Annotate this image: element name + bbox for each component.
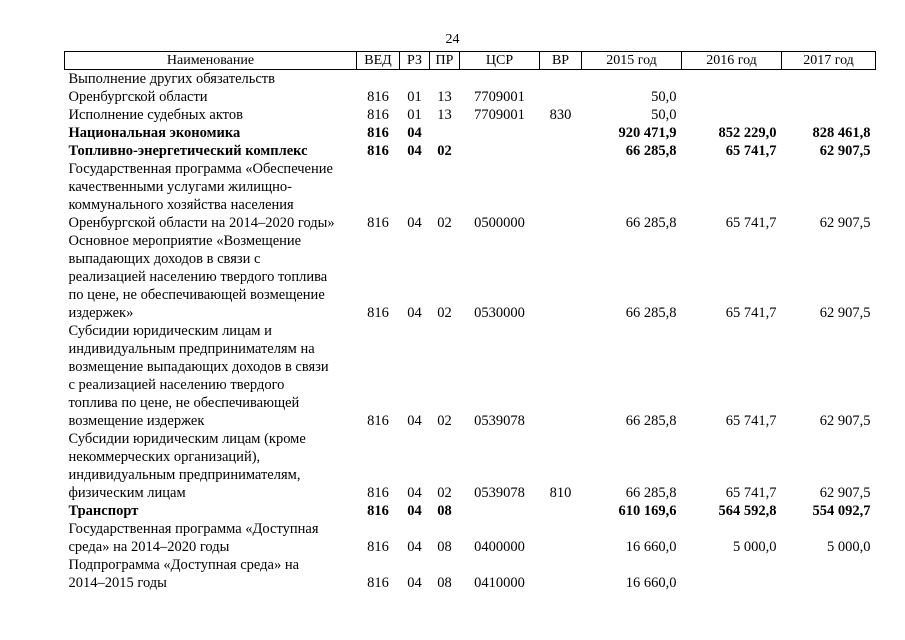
row-name: Основное мероприятие «Возмещение выпадающих доходов в связи с реализацией населению твердого топлива по цене, не обеспечивающей возмещение издержек» [68,233,328,321]
row-ved: 816 [367,215,389,231]
table-row [65,160,876,232]
table-row [65,322,876,430]
row-pr: 02 [437,413,452,429]
row-2015: 66 285,8 [625,413,677,429]
header-vr: ВР [540,52,582,70]
row-2015: 66 285,8 [625,215,677,231]
row-csr: 7709001 [474,107,525,123]
table-row [65,106,876,124]
row-ved: 816 [367,89,389,105]
header-2016: 2016 год [682,52,782,70]
row-csr: 7709001 [474,89,525,105]
row-name: Национальная экономика [68,125,241,141]
row-2016: 564 592,8 [718,503,777,519]
row-name: Топливно-энергетический комплекс [68,143,308,159]
row-2016: 5 000,0 [733,539,777,555]
row-vr [540,502,582,520]
row-pr: 08 [437,503,452,519]
header-2015: 2015 год [582,52,682,70]
row-name: Государственная программа «Обеспечение качественными услугами жилищно- коммунального хозяйства населения Оренбургской области на 2014–2020 годы» [68,161,335,231]
row-csr: 0500000 [474,215,525,231]
row-2015: 610 169,6 [618,503,677,519]
row-2017: 828 461,8 [812,125,871,141]
row-pr: 08 [437,575,452,591]
table-row [65,124,876,142]
row-vr [540,520,582,556]
row-csr: 0410000 [474,575,525,591]
row-2015: 66 285,8 [625,143,677,159]
row-name: Субсидии юридическим лицам (кроме некоммерческих организаций), индивидуальным предпринимателям, физическим лицам [68,431,306,501]
row-pr: 02 [437,143,452,159]
row-ved: 816 [367,107,389,123]
row-pr: 02 [437,485,452,501]
row-2016: 65 741,7 [725,215,777,231]
row-2016 [682,556,782,592]
row-name: Транспорт [68,503,139,519]
row-name: Выполнение других обязательств Оренбургской области [68,71,275,105]
row-2017: 62 907,5 [819,215,871,231]
header-ved: ВЕД [357,52,400,70]
table-row [65,520,876,556]
row-vr [540,556,582,592]
row-vr [540,124,582,142]
row-csr: 0530000 [474,305,525,321]
row-rz: 04 [407,143,422,159]
row-2015: 50,0 [651,107,677,123]
row-ved: 816 [367,305,389,321]
row-rz: 04 [407,575,422,591]
row-pr: 02 [437,305,452,321]
row-csr [460,124,540,142]
table-row [65,556,876,592]
row-2016: 65 741,7 [725,143,777,159]
page-number: 24 [445,32,460,47]
row-pr [430,124,460,142]
row-csr [460,142,540,160]
row-name: Субсидии юридическим лицам и индивидуальным предпринимателям на возмещение выпадающих доходов в связи с реализацией населению твердого топлива по цене, не обеспечивающей возмещение издержек [68,323,329,429]
row-2016 [682,70,782,107]
row-ved: 816 [367,503,389,519]
row-rz: 04 [407,503,422,519]
row-2017: 62 907,5 [819,485,871,501]
row-2015: 50,0 [651,89,677,105]
row-ved: 816 [367,485,389,501]
row-2015: 920 471,9 [618,125,677,141]
row-csr [460,502,540,520]
row-csr: 0539078 [474,485,525,501]
table-row [65,232,876,322]
row-csr: 0539078 [474,413,525,429]
row-pr: 08 [437,539,452,555]
row-2015: 16 660,0 [625,575,677,591]
row-2015: 66 285,8 [625,305,677,321]
table-row [65,70,876,107]
row-2015: 66 285,8 [625,485,677,501]
row-2017 [782,106,876,124]
row-name: Подпрограмма «Доступная среда» на 2014–2015 годы [68,557,300,591]
row-rz: 04 [407,125,422,141]
table-body [65,70,876,593]
row-2016: 65 741,7 [725,485,777,501]
budget-table [64,51,876,592]
row-vr [540,160,582,232]
row-2017 [782,556,876,592]
row-ved: 816 [367,575,389,591]
table-row [65,142,876,160]
header-pr: ПР [430,52,460,70]
row-2017: 554 092,7 [812,503,871,519]
row-vr [540,232,582,322]
row-2016: 65 741,7 [725,413,777,429]
row-pr: 13 [437,89,452,105]
row-rz: 04 [407,485,422,501]
row-rz: 04 [407,305,422,321]
row-rz: 04 [407,539,422,555]
row-rz: 01 [407,107,422,123]
row-name: Государственная программа «Доступная среда» на 2014–2020 годы [68,521,319,555]
row-pr: 13 [437,107,452,123]
header-row [65,52,876,70]
row-vr [540,142,582,160]
row-vr [540,70,582,107]
row-2015: 16 660,0 [625,539,677,555]
header-csr: ЦСР [460,52,540,70]
header-name: Наименование [65,52,357,70]
row-2016 [682,106,782,124]
header-2017: 2017 год [782,52,876,70]
row-2016: 852 229,0 [718,125,777,141]
row-csr: 0400000 [474,539,525,555]
row-vr: 810 [549,485,572,501]
row-vr: 830 [549,107,572,123]
table-row [65,430,876,502]
row-2017: 62 907,5 [819,305,871,321]
row-ved: 816 [367,125,389,141]
row-pr: 02 [437,215,452,231]
row-rz: 04 [407,413,422,429]
row-ved: 816 [367,539,389,555]
header-rz: РЗ [400,52,430,70]
row-name: Исполнение судебных актов [68,107,243,123]
row-2017: 62 907,5 [819,413,871,429]
row-2017: 62 907,5 [819,143,871,159]
row-2017: 5 000,0 [827,539,871,555]
row-ved: 816 [367,413,389,429]
table-row [65,502,876,520]
row-ved: 816 [367,143,389,159]
row-2017 [782,70,876,107]
row-rz: 04 [407,215,422,231]
row-vr [540,322,582,430]
row-rz: 01 [407,89,422,105]
row-2016: 65 741,7 [725,305,777,321]
